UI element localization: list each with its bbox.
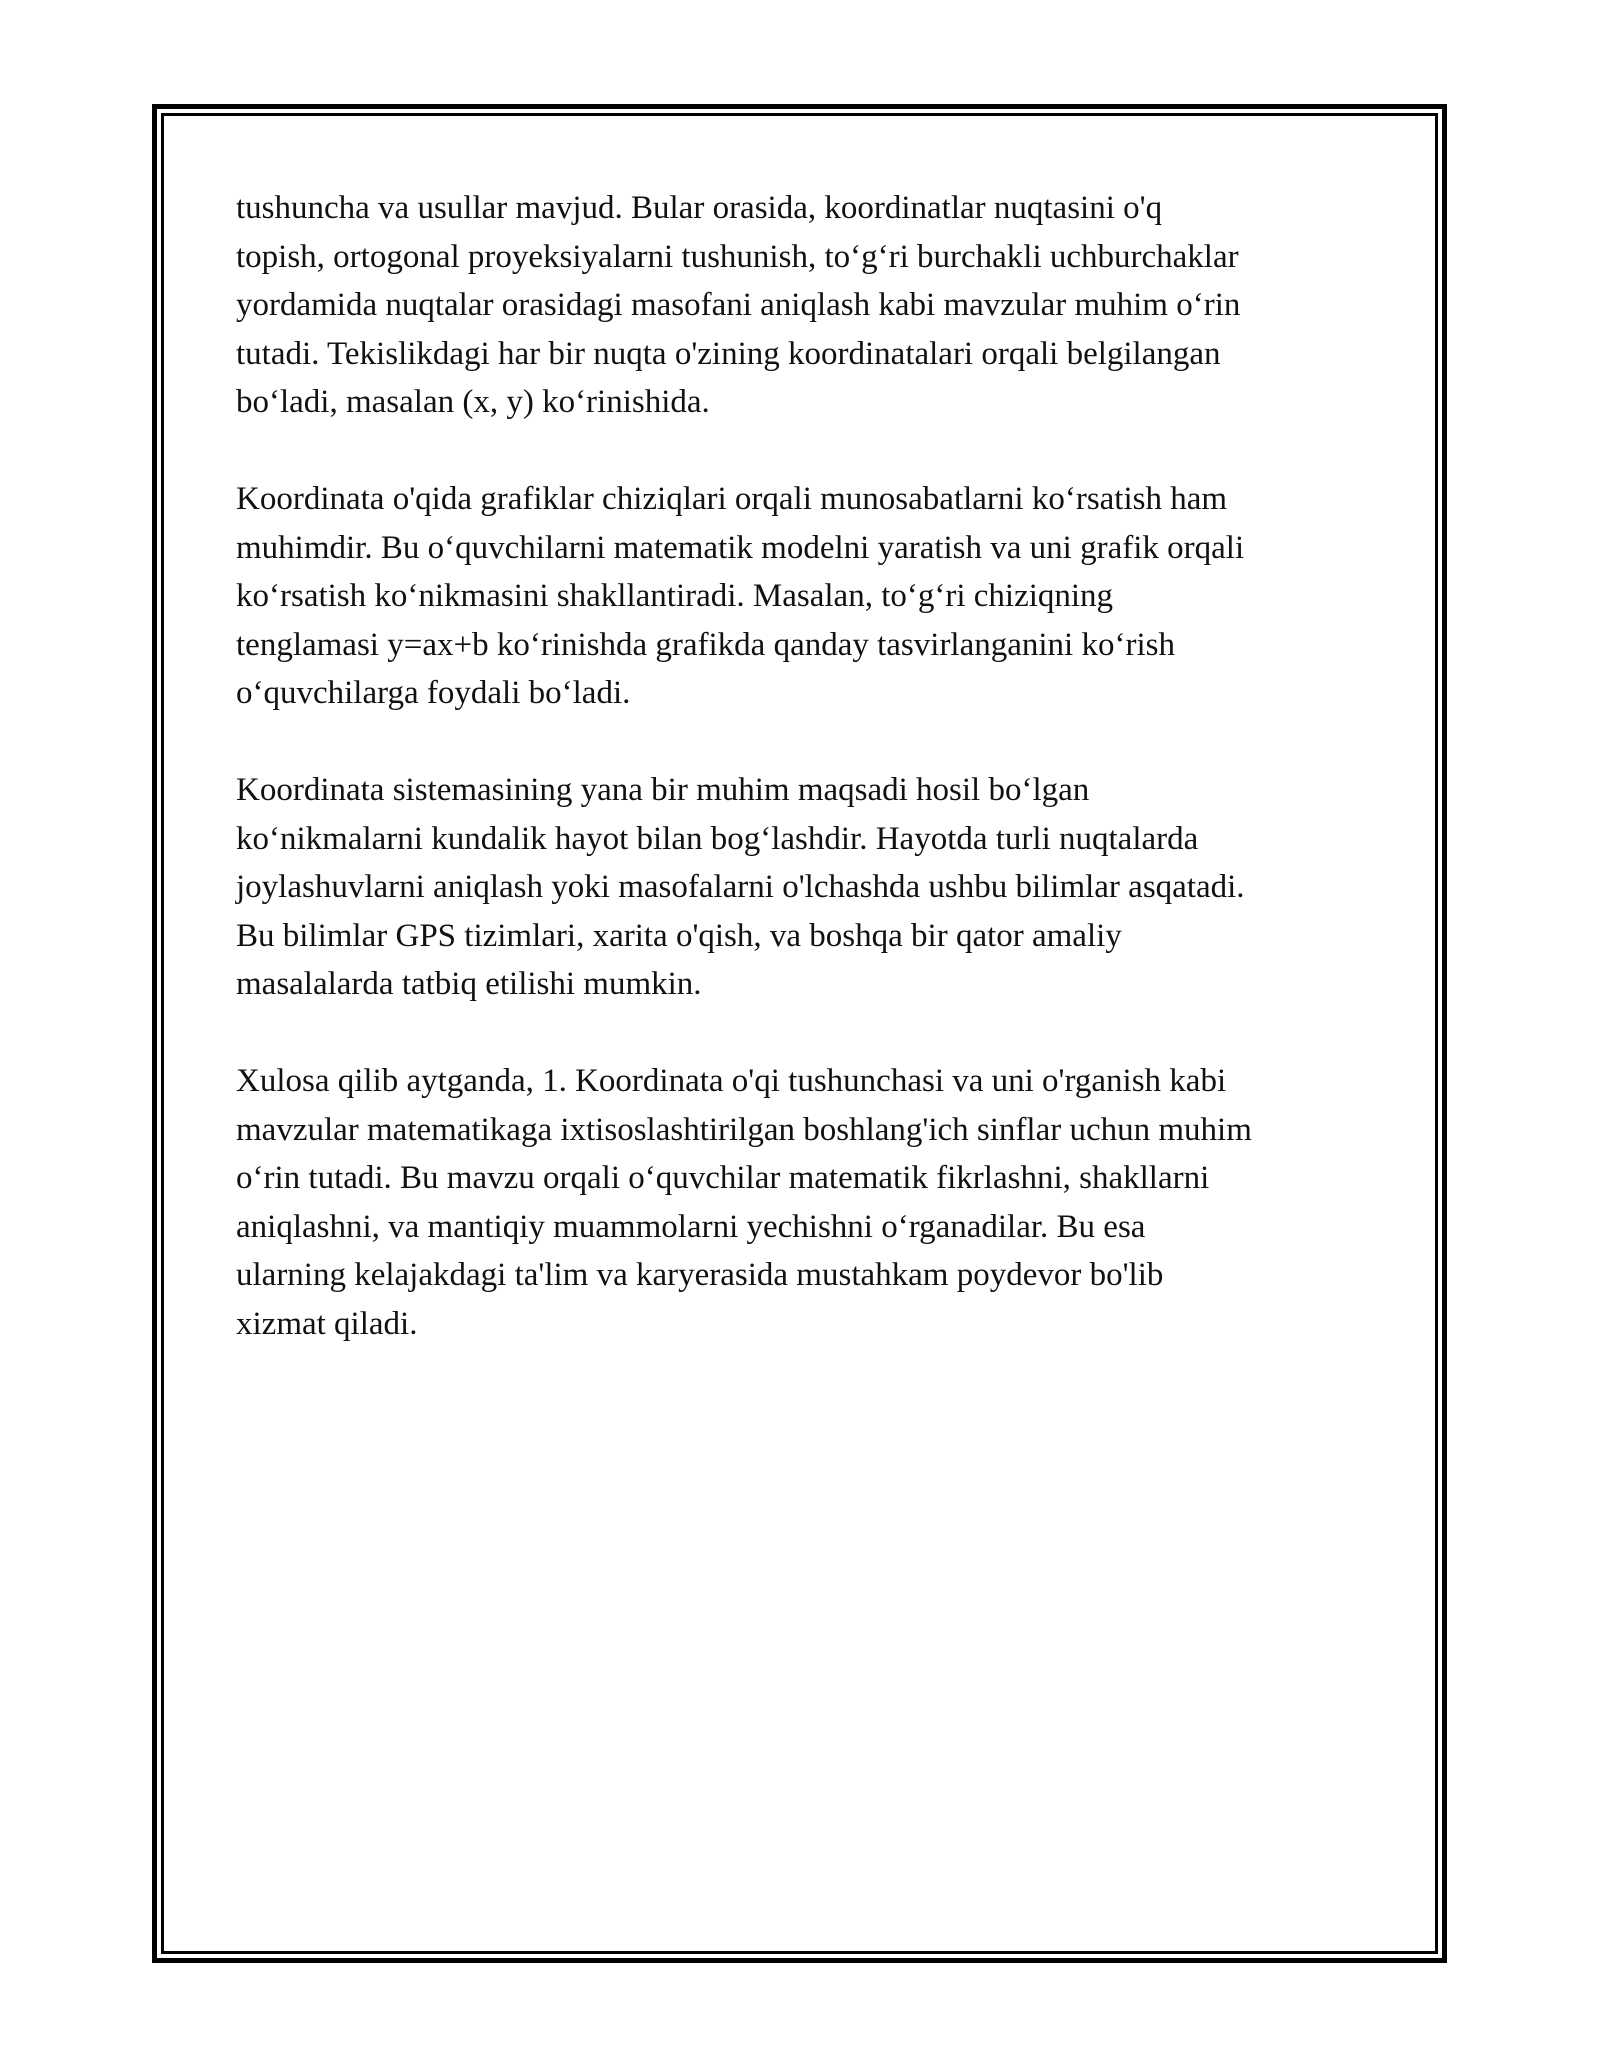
text-line: aniqlashni, va mantiqiy muammolarni yechishni o‘rganadilar. Bu esa bbox=[236, 1208, 1146, 1245]
text-line: o‘rin tutadi. Bu mavzu orqali o‘quvchilar matematik fikrlashni, shakllarni bbox=[236, 1160, 1210, 1196]
paragraph-3 bbox=[236, 766, 1376, 1009]
text-line: Koordinata o'qida grafiklar chiziqlari orqali munosabatlarni ko‘rsatish ham bbox=[236, 481, 1228, 517]
text-line: masalalarda tatbiq etilishi mumkin. bbox=[236, 966, 702, 1002]
text-line: Koordinata sistemasining yana bir muhim maqsadi hosil bo‘lgan bbox=[236, 772, 1090, 808]
text-line: muhimdir. Bu o‘quvchilarni matematik modelni yaratish va uni grafik orqali bbox=[236, 529, 1245, 566]
text-line: Xulosa qilib aytganda, 1. Koordinata o'qi tushunchasi va uni o'rganish kabi bbox=[236, 1063, 1227, 1099]
text-line: yordamida nuqtalar orasidagi masofani aniqlash kabi mavzular muhim o‘rin bbox=[236, 287, 1241, 323]
text-line: bo‘ladi, masalan (x, y) ko‘rinishida. bbox=[236, 384, 710, 420]
text-line: tushuncha va usullar mavjud. Bular orasida, koordinatlar nuqtasini o'q bbox=[236, 190, 1163, 226]
paragraph-1 bbox=[236, 184, 1376, 427]
text-line: xizmat qiladi. bbox=[236, 1305, 418, 1342]
text-line: tenglamasi y=ax+b ko‘rinishda grafikda qanday tasvirlanganini ko‘rish bbox=[236, 626, 1175, 663]
text-line: joylashuvlarni aniqlash yoki masofalarni o'lchashda ushbu bilimlar asqatadi. bbox=[236, 869, 1245, 905]
text-line: topish, ortogonal proyeksiyalarni tushunish, to‘g‘ri burchakli uchburchaklar bbox=[236, 238, 1239, 275]
text-line: tutadi. Tekislikdagi har bir nuqta o'zining koordinatalari orqali belgilangan bbox=[236, 335, 1221, 372]
text-line: mavzular matematikaga ixtisoslashtirilgan boshlang'ich sinflar uchun muhim bbox=[236, 1111, 1252, 1148]
document-body bbox=[236, 184, 1376, 1397]
text-line: ko‘nikmalarni kundalik hayot bilan bog‘lashdir. Hayotda turli nuqtalarda bbox=[236, 820, 1199, 857]
text-line: ko‘rsatish ko‘nikmasini shakllantiradi. Masalan, to‘g‘ri chiziqning bbox=[236, 578, 1114, 614]
text-line: ularning kelajakdagi ta'lim va karyerasida mustahkam poydevor bo'lib bbox=[236, 1257, 1164, 1293]
paragraph-4 bbox=[236, 1057, 1376, 1348]
text-line: Bu bilimlar GPS tizimlari, xarita o'qish, va boshqa bir qator amaliy bbox=[236, 917, 1122, 954]
text-line: o‘quvchilarga foydali bo‘ladi. bbox=[236, 675, 631, 711]
paragraph-2 bbox=[236, 475, 1376, 718]
